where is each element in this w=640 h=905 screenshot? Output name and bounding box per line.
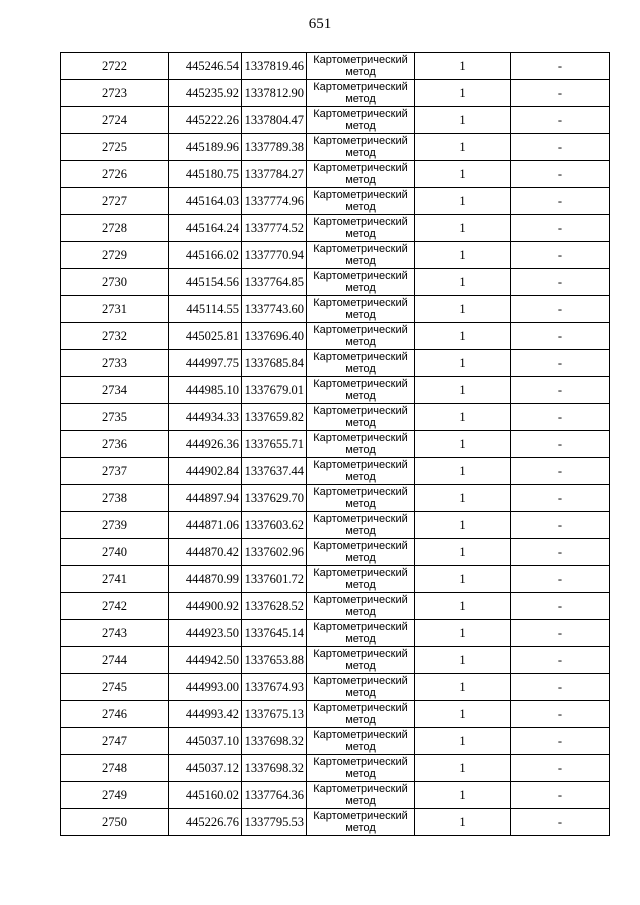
x-coordinate-cell: 444997.75 [169,350,242,377]
method-line-1: Картометрический [313,756,408,768]
method-cell [307,539,415,566]
method-cell [307,134,415,161]
accuracy-cell: 1 [415,593,511,620]
method-line-2: метод [345,795,376,807]
table-row [61,620,610,647]
x-coordinate-cell: 444923.50 [169,620,242,647]
x-coordinate-cell: 444871.06 [169,512,242,539]
method-line-1: Картометрический [313,189,408,201]
table-row [61,566,610,593]
accuracy-cell: 1 [415,188,511,215]
method-cell [307,323,415,350]
method-line-1: Картометрический [313,567,408,579]
table-row [61,323,610,350]
point-number-cell: 2734 [61,377,169,404]
method-line-2: метод [345,93,376,105]
y-coordinate-cell: 1337764.85 [242,269,307,296]
table-row [61,242,610,269]
description-cell: - [511,728,610,755]
method-cell [307,350,415,377]
table-row [61,269,610,296]
method-cell [307,458,415,485]
method-line-2: метод [345,363,376,375]
point-number-cell: 2749 [61,782,169,809]
table-row [61,188,610,215]
y-coordinate-cell: 1337698.32 [242,728,307,755]
method-line-2: метод [345,552,376,564]
point-number-cell: 2742 [61,593,169,620]
x-coordinate-cell: 444942.50 [169,647,242,674]
x-coordinate-cell: 444926.36 [169,431,242,458]
method-line-1: Картометрический [313,648,408,660]
table-row [61,458,610,485]
y-coordinate-cell: 1337784.27 [242,161,307,188]
method-line-2: метод [345,120,376,132]
accuracy-cell: 1 [415,377,511,404]
table-row [61,53,610,80]
accuracy-cell: 1 [415,647,511,674]
table-row [61,350,610,377]
accuracy-cell: 1 [415,539,511,566]
point-number-cell: 2730 [61,269,169,296]
method-cell [307,512,415,539]
x-coordinate-cell: 444870.42 [169,539,242,566]
method-line-2: метод [345,174,376,186]
method-line-1: Картометрический [313,270,408,282]
description-cell: - [511,242,610,269]
table-row [61,512,610,539]
accuracy-cell: 1 [415,620,511,647]
x-coordinate-cell: 445222.26 [169,107,242,134]
y-coordinate-cell: 1337675.13 [242,701,307,728]
method-line-2: метод [345,309,376,321]
x-coordinate-cell: 445154.56 [169,269,242,296]
y-coordinate-cell: 1337603.62 [242,512,307,539]
method-cell [307,215,415,242]
description-cell: - [511,755,610,782]
accuracy-cell: 1 [415,242,511,269]
y-coordinate-cell: 1337629.70 [242,485,307,512]
y-coordinate-cell: 1337804.47 [242,107,307,134]
table-row [61,755,610,782]
y-coordinate-cell: 1337674.93 [242,674,307,701]
table-row [61,728,610,755]
method-line-2: метод [345,579,376,591]
accuracy-cell: 1 [415,323,511,350]
method-line-1: Картометрический [313,675,408,687]
y-coordinate-cell: 1337659.82 [242,404,307,431]
method-line-1: Картометрический [313,162,408,174]
method-line-2: метод [345,714,376,726]
method-line-2: метод [345,498,376,510]
method-line-1: Картометрический [313,243,408,255]
description-cell: - [511,404,610,431]
description-cell: - [511,188,610,215]
y-coordinate-cell: 1337696.40 [242,323,307,350]
method-cell [307,296,415,323]
description-cell: - [511,593,610,620]
x-coordinate-cell: 445246.54 [169,53,242,80]
method-cell [307,809,415,836]
coordinates-table [60,52,610,836]
method-line-1: Картометрический [313,486,408,498]
method-line-2: метод [345,633,376,645]
method-line-2: метод [345,228,376,240]
table-row [61,107,610,134]
point-number-cell: 2726 [61,161,169,188]
description-cell: - [511,431,610,458]
point-number-cell: 2750 [61,809,169,836]
method-cell [307,242,415,269]
y-coordinate-cell: 1337645.14 [242,620,307,647]
point-number-cell: 2747 [61,728,169,755]
description-cell: - [511,323,610,350]
table-row [61,782,610,809]
method-line-2: метод [345,525,376,537]
accuracy-cell: 1 [415,53,511,80]
x-coordinate-cell: 445189.96 [169,134,242,161]
y-coordinate-cell: 1337653.88 [242,647,307,674]
x-coordinate-cell: 444900.92 [169,593,242,620]
method-line-2: метод [345,606,376,618]
accuracy-cell: 1 [415,755,511,782]
method-line-2: метод [345,417,376,429]
method-line-2: метод [345,147,376,159]
table-row [61,377,610,404]
y-coordinate-cell: 1337628.52 [242,593,307,620]
method-cell [307,404,415,431]
method-line-1: Картометрический [313,108,408,120]
description-cell: - [511,350,610,377]
method-line-1: Картометрический [313,702,408,714]
description-cell: - [511,809,610,836]
method-line-1: Картометрический [313,378,408,390]
method-cell [307,728,415,755]
method-cell [307,188,415,215]
method-line-1: Картометрический [313,216,408,228]
method-cell [307,647,415,674]
x-coordinate-cell: 445164.24 [169,215,242,242]
x-coordinate-cell: 445114.55 [169,296,242,323]
method-cell [307,701,415,728]
method-line-1: Картометрический [313,405,408,417]
accuracy-cell: 1 [415,431,511,458]
description-cell: - [511,458,610,485]
method-line-2: метод [345,660,376,672]
point-number-cell: 2729 [61,242,169,269]
description-cell: - [511,701,610,728]
table-row [61,539,610,566]
y-coordinate-cell: 1337698.32 [242,755,307,782]
y-coordinate-cell: 1337602.96 [242,539,307,566]
x-coordinate-cell: 445160.02 [169,782,242,809]
accuracy-cell: 1 [415,458,511,485]
table-row [61,80,610,107]
y-coordinate-cell: 1337795.53 [242,809,307,836]
table-row [61,593,610,620]
method-line-1: Картометрический [313,621,408,633]
y-coordinate-cell: 1337819.46 [242,53,307,80]
x-coordinate-cell: 445226.76 [169,809,242,836]
method-cell [307,620,415,647]
method-line-2: метод [345,66,376,78]
method-line-1: Картометрический [313,729,408,741]
method-cell [307,782,415,809]
method-cell [307,80,415,107]
point-number-cell: 2731 [61,296,169,323]
description-cell: - [511,377,610,404]
x-coordinate-cell: 445025.81 [169,323,242,350]
method-cell [307,107,415,134]
method-line-2: метод [345,390,376,402]
y-coordinate-cell: 1337774.52 [242,215,307,242]
accuracy-cell: 1 [415,674,511,701]
method-line-1: Картометрический [313,594,408,606]
method-line-2: метод [345,768,376,780]
description-cell: - [511,512,610,539]
description-cell: - [511,647,610,674]
method-line-1: Картометрический [313,513,408,525]
method-line-1: Картометрический [313,783,408,795]
y-coordinate-cell: 1337743.60 [242,296,307,323]
table-row [61,296,610,323]
x-coordinate-cell: 444902.84 [169,458,242,485]
method-cell [307,161,415,188]
method-line-1: Картометрический [313,810,408,822]
point-number-cell: 2738 [61,485,169,512]
table-row [61,485,610,512]
description-cell: - [511,566,610,593]
accuracy-cell: 1 [415,512,511,539]
accuracy-cell: 1 [415,134,511,161]
point-number-cell: 2735 [61,404,169,431]
accuracy-cell: 1 [415,485,511,512]
y-coordinate-cell: 1337770.94 [242,242,307,269]
x-coordinate-cell: 445180.75 [169,161,242,188]
method-line-2: метод [345,336,376,348]
point-number-cell: 2741 [61,566,169,593]
point-number-cell: 2727 [61,188,169,215]
table-body [61,53,610,836]
point-number-cell: 2746 [61,701,169,728]
x-coordinate-cell: 444934.33 [169,404,242,431]
point-number-cell: 2737 [61,458,169,485]
method-cell [307,431,415,458]
description-cell: - [511,53,610,80]
accuracy-cell: 1 [415,350,511,377]
method-cell [307,485,415,512]
point-number-cell: 2744 [61,647,169,674]
method-cell [307,53,415,80]
description-cell: - [511,485,610,512]
y-coordinate-cell: 1337637.44 [242,458,307,485]
table-row [61,215,610,242]
point-number-cell: 2724 [61,107,169,134]
description-cell: - [511,269,610,296]
method-line-1: Картометрический [313,432,408,444]
method-line-2: метод [345,444,376,456]
x-coordinate-cell: 444870.99 [169,566,242,593]
table-row [61,701,610,728]
x-coordinate-cell: 445164.03 [169,188,242,215]
method-line-2: метод [345,282,376,294]
method-cell [307,593,415,620]
description-cell: - [511,215,610,242]
method-line-1: Картометрический [313,297,408,309]
method-line-1: Картометрический [313,540,408,552]
accuracy-cell: 1 [415,701,511,728]
description-cell: - [511,620,610,647]
point-number-cell: 2748 [61,755,169,782]
x-coordinate-cell: 445037.12 [169,755,242,782]
description-cell: - [511,539,610,566]
point-number-cell: 2728 [61,215,169,242]
method-cell [307,566,415,593]
accuracy-cell: 1 [415,566,511,593]
accuracy-cell: 1 [415,404,511,431]
table-row [61,647,610,674]
description-cell: - [511,107,610,134]
page-number: 651 [308,16,332,32]
table-row [61,404,610,431]
table-row [61,674,610,701]
accuracy-cell: 1 [415,728,511,755]
description-cell: - [511,674,610,701]
accuracy-cell: 1 [415,161,511,188]
description-cell: - [511,134,610,161]
y-coordinate-cell: 1337789.38 [242,134,307,161]
y-coordinate-cell: 1337601.72 [242,566,307,593]
point-number-cell: 2743 [61,620,169,647]
method-cell [307,674,415,701]
method-line-2: метод [345,471,376,483]
y-coordinate-cell: 1337774.96 [242,188,307,215]
point-number-cell: 2739 [61,512,169,539]
method-line-2: метод [345,822,376,834]
y-coordinate-cell: 1337655.71 [242,431,307,458]
point-number-cell: 2722 [61,53,169,80]
table-row [61,431,610,458]
point-number-cell: 2725 [61,134,169,161]
x-coordinate-cell: 444897.94 [169,485,242,512]
x-coordinate-cell: 444993.00 [169,674,242,701]
y-coordinate-cell: 1337812.90 [242,80,307,107]
method-line-1: Картометрический [313,351,408,363]
accuracy-cell: 1 [415,215,511,242]
method-cell [307,755,415,782]
accuracy-cell: 1 [415,80,511,107]
point-number-cell: 2723 [61,80,169,107]
table-row [61,134,610,161]
method-line-1: Картометрический [313,459,408,471]
method-line-2: метод [345,201,376,213]
point-number-cell: 2736 [61,431,169,458]
y-coordinate-cell: 1337679.01 [242,377,307,404]
method-line-1: Картометрический [313,81,408,93]
x-coordinate-cell: 444993.42 [169,701,242,728]
accuracy-cell: 1 [415,107,511,134]
method-cell [307,377,415,404]
accuracy-cell: 1 [415,782,511,809]
method-line-1: Картометрический [313,54,408,66]
table-row [61,161,610,188]
x-coordinate-cell: 445235.92 [169,80,242,107]
point-number-cell: 2732 [61,323,169,350]
method-line-2: метод [345,741,376,753]
x-coordinate-cell: 445037.10 [169,728,242,755]
method-line-2: метод [345,687,376,699]
description-cell: - [511,296,610,323]
method-line-1: Картометрический [313,135,408,147]
x-coordinate-cell: 445166.02 [169,242,242,269]
y-coordinate-cell: 1337685.84 [242,350,307,377]
description-cell: - [511,80,610,107]
table-row [61,809,610,836]
point-number-cell: 2733 [61,350,169,377]
description-cell: - [511,782,610,809]
accuracy-cell: 1 [415,809,511,836]
description-cell: - [511,161,610,188]
accuracy-cell: 1 [415,296,511,323]
y-coordinate-cell: 1337764.36 [242,782,307,809]
point-number-cell: 2745 [61,674,169,701]
point-number-cell: 2740 [61,539,169,566]
x-coordinate-cell: 444985.10 [169,377,242,404]
method-line-1: Картометрический [313,324,408,336]
method-cell [307,269,415,296]
accuracy-cell: 1 [415,269,511,296]
method-line-2: метод [345,255,376,267]
